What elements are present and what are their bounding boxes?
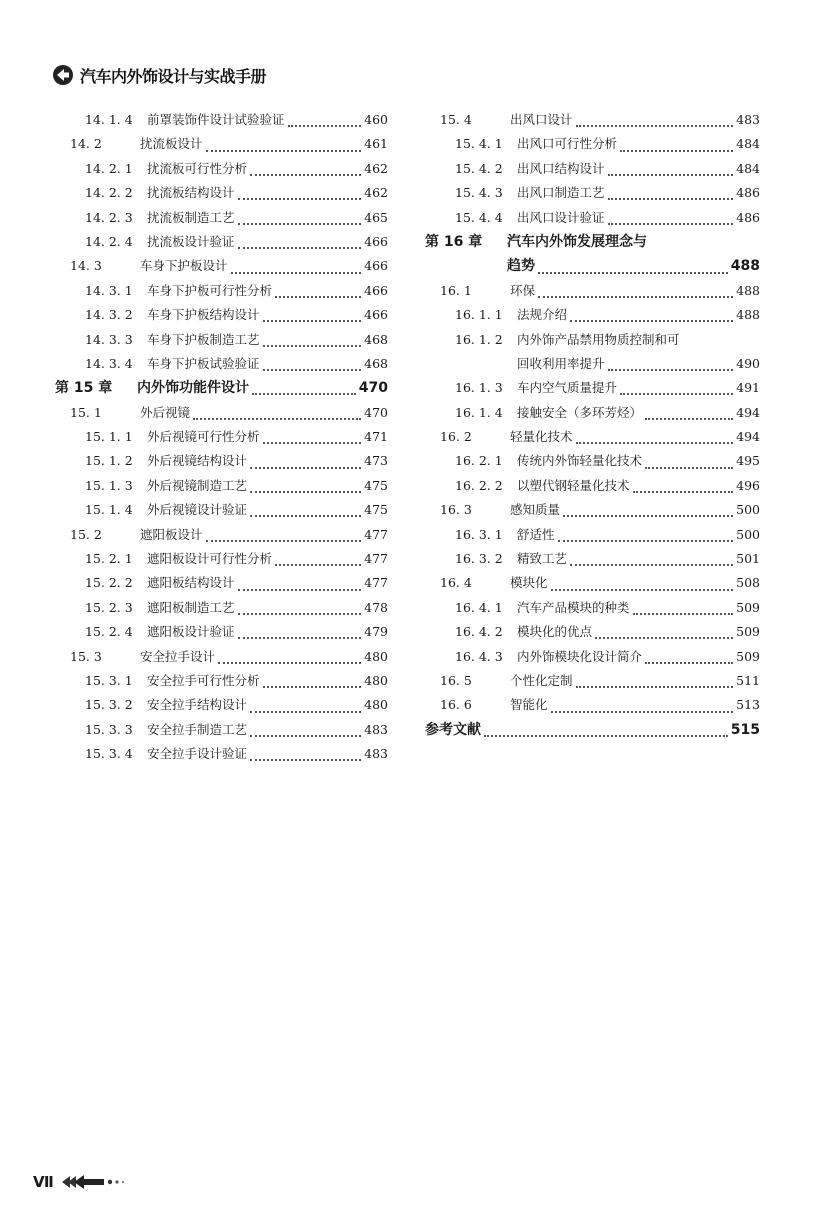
toc-entry <box>425 376 760 400</box>
toc-entry-number: 16. 3. 2 <box>455 551 503 567</box>
toc-entry-page: 465 <box>364 209 388 225</box>
dot-leader <box>608 166 734 176</box>
toc-entry-title: 汽车内外饰发展理念与 <box>507 233 647 250</box>
toc-entry-number: 14. 2. 2 <box>85 185 133 201</box>
toc-entry-continuation <box>425 352 760 376</box>
toc-entry-title: 扰流板设计验证 <box>147 233 235 249</box>
toc-entry-title: 车身下护板试验验证 <box>147 355 260 371</box>
toc-entry-number: 14. 2. 3 <box>85 209 133 225</box>
toc-entry-title: 内外饰模块化设计简介 <box>517 648 643 664</box>
toc-entry-number: 15. 3. 1 <box>85 672 133 688</box>
toc-entry-number: 16. 1 <box>440 282 472 298</box>
dot-leader <box>252 385 356 395</box>
toc-right-column <box>425 108 760 742</box>
toc-entry-title: 接触安全（多环芳烃） <box>517 404 643 420</box>
toc-entry <box>55 620 388 644</box>
toc-entry-page: 480 <box>364 697 388 713</box>
toc-entry-page: 470 <box>358 380 388 397</box>
dot-leader <box>563 507 733 517</box>
toc-entry <box>425 693 760 717</box>
toc-entry <box>425 303 760 327</box>
toc-entry-number: 15. 2. 3 <box>85 599 133 615</box>
toc-entry <box>425 328 760 352</box>
toc-entry-page: 466 <box>364 233 388 249</box>
dot-leader <box>551 703 734 713</box>
dot-leader <box>608 190 734 200</box>
toc-entry-title: 扰流板设计 <box>140 136 203 152</box>
dot-leader <box>250 459 361 469</box>
toc-entry <box>55 596 388 620</box>
toc-entry-title: 智能化 <box>510 697 548 713</box>
dot-leader <box>250 703 361 713</box>
toc-entry-title: 遮阳板结构设计 <box>147 575 235 591</box>
toc-entry-title: 出风口制造工艺 <box>517 185 605 201</box>
dot-leader <box>238 190 362 200</box>
toc-entry-page: 477 <box>364 551 388 567</box>
toc-entry-title: 精致工艺 <box>517 551 568 567</box>
dot-leader <box>484 727 728 737</box>
toc-entry <box>55 401 388 425</box>
toc-entry <box>425 474 760 498</box>
toc-entry <box>55 376 388 400</box>
toc-entry-number: 15. 1. 1 <box>85 429 133 445</box>
dot-leader <box>250 166 361 176</box>
dot-leader <box>250 483 361 493</box>
dot-leader <box>263 678 362 688</box>
toc-entry <box>425 718 760 742</box>
toc-entry-number: 16. 4 <box>440 575 472 591</box>
dot-leader <box>620 385 733 395</box>
toc-entry-number: 15. 3. 2 <box>85 697 133 713</box>
toc-entry-page: 491 <box>736 380 760 396</box>
toc-entry-title: 遮阳板设计 <box>140 526 203 542</box>
toc-entry-number: 14. 3. 1 <box>85 282 133 298</box>
toc-entry <box>55 230 388 254</box>
toc-entry <box>425 206 760 230</box>
dot-leader <box>645 410 733 420</box>
toc-entry <box>55 718 388 742</box>
dot-leader <box>238 605 362 615</box>
toc-entry-title: 感知质量 <box>510 502 561 518</box>
toc-entry-number: 14. 3 <box>70 258 102 274</box>
dot-leader <box>218 654 361 664</box>
toc-entry-page: 470 <box>364 404 388 420</box>
toc-left-column <box>55 108 388 767</box>
toc-entry-title: 外后视镜结构设计 <box>147 453 248 469</box>
toc-entry-page: 480 <box>364 648 388 664</box>
toc-entry-title: 出风口结构设计 <box>517 160 605 176</box>
dot-leader <box>206 142 362 152</box>
toc-entry <box>425 645 760 669</box>
toc-entry-page: 471 <box>364 429 388 445</box>
dot-leader <box>275 288 361 298</box>
toc-entry <box>425 157 760 181</box>
toc-entry-page: 495 <box>736 453 760 469</box>
toc-entry-title: 安全拉手制造工艺 <box>147 721 248 737</box>
toc-entry <box>55 108 388 132</box>
toc-entry-number: 15. 1 <box>70 404 102 420</box>
toc-entry-number: 16. 1. 2 <box>455 331 503 347</box>
toc-entry-title: 安全拉手结构设计 <box>147 697 248 713</box>
toc-entry-page: 501 <box>736 551 760 567</box>
toc-entry-title-cont: 回收利用率提升 <box>517 355 605 371</box>
toc-entry <box>55 498 388 522</box>
toc-entry <box>55 571 388 595</box>
toc-entry <box>55 669 388 693</box>
toc-entry <box>55 449 388 473</box>
toc-entry <box>55 328 388 352</box>
toc-entry <box>55 693 388 717</box>
dot-leader <box>250 751 361 761</box>
toc-entry-title: 内外饰功能件设计 <box>137 380 249 397</box>
toc-entry <box>425 596 760 620</box>
toc-entry-title: 扰流板结构设计 <box>147 185 235 201</box>
dot-leader <box>193 410 361 420</box>
toc-entry-page: 468 <box>364 355 388 371</box>
toc-entry-page: 483 <box>736 111 760 127</box>
toc-entry-number: 15. 2 <box>70 526 102 542</box>
toc-entry <box>55 254 388 278</box>
toc-entry-page: 494 <box>736 429 760 445</box>
toc-entry-title: 出风口设计验证 <box>517 209 605 225</box>
toc-entry-page: 462 <box>364 160 388 176</box>
toc-entry <box>55 352 388 376</box>
toc-entry-title: 模块化的优点 <box>517 624 593 640</box>
dot-leader <box>263 361 362 371</box>
page-number: Ⅶ <box>33 1173 54 1191</box>
toc-entry-number: 14. 2. 4 <box>85 233 133 249</box>
toc-entry-number: 14. 3. 2 <box>85 307 133 323</box>
toc-entry-number: 15. 2. 1 <box>85 551 133 567</box>
toc-entry <box>425 279 760 303</box>
toc-entry-number: 15. 1. 4 <box>85 502 133 518</box>
dot-leader <box>576 434 734 444</box>
toc-entry-page: 511 <box>736 672 760 688</box>
toc-entry-number: 第 16 章 <box>425 233 483 250</box>
arrow-circle-icon <box>52 64 74 86</box>
toc-entry-title: 车身下护板制造工艺 <box>147 331 260 347</box>
toc-entry-number: 15. 2. 2 <box>85 575 133 591</box>
toc-entry-page: 509 <box>736 648 760 664</box>
dot-leader <box>595 629 733 639</box>
toc-entry <box>425 181 760 205</box>
dot-leader <box>231 264 362 274</box>
toc-entry-number: 14. 3. 4 <box>85 355 133 371</box>
toc-entry-title: 安全拉手可行性分析 <box>147 672 260 688</box>
toc-entry-page: 478 <box>364 599 388 615</box>
toc-entry-number: 16. 1. 1 <box>455 307 503 323</box>
toc-entry-title: 以塑代钢轻量化技术 <box>517 477 630 493</box>
running-header <box>52 62 266 88</box>
toc-entry-number: 15. 4. 2 <box>455 160 503 176</box>
page-footer <box>33 1170 130 1194</box>
toc-entry <box>55 645 388 669</box>
toc-entry-title: 传统内外饰轻量化技术 <box>517 453 643 469</box>
toc-entry <box>55 425 388 449</box>
toc-entry <box>425 401 760 425</box>
toc-entry-page: 484 <box>736 136 760 152</box>
toc-entry-page: 475 <box>364 477 388 493</box>
toc-entry-page: 480 <box>364 672 388 688</box>
toc-entry-number: 16. 4. 3 <box>455 648 503 664</box>
toc-entry <box>425 669 760 693</box>
dot-leader <box>250 727 361 737</box>
toc-entry-title: 车身下护板结构设计 <box>147 307 260 323</box>
toc-entry-number: 15. 1. 3 <box>85 477 133 493</box>
dot-leader <box>576 678 734 688</box>
dot-leader <box>570 556 733 566</box>
toc-entry-number: 16. 2. 1 <box>455 453 503 469</box>
toc-entry-number: 14. 2 <box>70 136 102 152</box>
toc-entry-title: 舒适性 <box>517 526 555 542</box>
toc-entry-number: 15. 4. 4 <box>455 209 503 225</box>
toc-entry <box>425 571 760 595</box>
toc-entry-title: 安全拉手设计 <box>140 648 216 664</box>
toc-entry <box>55 303 388 327</box>
toc-entry-number: 15. 4 <box>440 111 472 127</box>
dot-leader <box>263 337 362 347</box>
toc-entry-page: 477 <box>364 526 388 542</box>
toc-entry-title: 出风口设计 <box>510 111 573 127</box>
toc-entry-title: 车身下护板设计 <box>140 258 228 274</box>
toc-entry <box>55 206 388 230</box>
dot-leader <box>620 142 733 152</box>
toc-entry-title: 车内空气质量提升 <box>517 380 618 396</box>
toc-entry-page: 486 <box>736 209 760 225</box>
toc-entry-number: 15. 4. 3 <box>455 185 503 201</box>
toc-entry-page: 500 <box>736 502 760 518</box>
toc-entry-number: 15. 3. 3 <box>85 721 133 737</box>
toc-entry <box>425 620 760 644</box>
dot-leader <box>608 361 734 371</box>
toc-entry-page: 508 <box>736 575 760 591</box>
toc-entry-number: 16. 2. 2 <box>455 477 503 493</box>
dot-leader <box>238 629 362 639</box>
toc-entry-title: 前罩装饰件设计试验验证 <box>147 111 285 127</box>
toc-entry-number: 14. 1. 4 <box>85 111 133 127</box>
toc-entry-title: 内外饰产品禁用物质控制和可 <box>517 331 680 347</box>
dot-leader <box>263 434 362 444</box>
dot-leader <box>275 556 361 566</box>
toc-entry-number: 15. 1. 2 <box>85 453 133 469</box>
toc-entry-title: 外后视镜可行性分析 <box>147 429 260 445</box>
toc-entry-number: 14. 3. 3 <box>85 331 133 347</box>
toc-entry-title: 安全拉手设计验证 <box>147 746 248 762</box>
toc-entry-page: 513 <box>736 697 760 713</box>
dot-leader <box>538 288 733 298</box>
toc-entry-number: 15. 3. 4 <box>85 746 133 762</box>
toc-entry-number: 15. 4. 1 <box>455 136 503 152</box>
dot-leader <box>238 581 362 591</box>
toc-entry-number: 16. 1. 4 <box>455 404 503 420</box>
toc-entry-title: 汽车产品模块的种类 <box>517 599 630 615</box>
toc-entry-title: 遮阳板设计可行性分析 <box>147 551 273 567</box>
dot-leader <box>288 117 362 127</box>
toc-entry-number: 14. 2. 1 <box>85 160 133 176</box>
toc-entry-number: 16. 4. 1 <box>455 599 503 615</box>
toc-entry-page: 462 <box>364 185 388 201</box>
toc-entry-page: 509 <box>736 624 760 640</box>
dot-leader <box>633 605 734 615</box>
toc-entry-title: 车身下护板可行性分析 <box>147 282 273 298</box>
dot-leader <box>538 264 728 274</box>
toc-entry-title: 轻量化技术 <box>510 429 573 445</box>
dot-leader <box>608 215 734 225</box>
toc-entry <box>425 108 760 132</box>
toc-entry-page: 488 <box>736 307 760 323</box>
toc-entry-title: 遮阳板设计验证 <box>147 624 235 640</box>
toc-entry <box>55 474 388 498</box>
dot-leader <box>238 239 362 249</box>
toc-entry-title: 模块化 <box>510 575 548 591</box>
toc-entry-page: 494 <box>736 404 760 420</box>
toc-entry-title: 扰流板制造工艺 <box>147 209 235 225</box>
toc-entry-page: 490 <box>736 355 760 371</box>
toc-entry-title: 环保 <box>510 282 536 298</box>
toc-entry-number: 16. 1. 3 <box>455 380 503 396</box>
toc-entry-number: 15. 3 <box>70 648 102 664</box>
toc-entry <box>425 547 760 571</box>
toc-entry <box>425 523 760 547</box>
toc-entry-page: 509 <box>736 599 760 615</box>
dot-leader <box>576 117 734 127</box>
toc-entry-title: 外后视镜设计验证 <box>147 502 248 518</box>
toc-entry-page: 479 <box>364 624 388 640</box>
toc-entry-title: 出风口可行性分析 <box>517 136 618 152</box>
dot-leader <box>250 507 361 517</box>
toc-entry-title: 法规介绍 <box>517 307 568 323</box>
toc-entry <box>55 157 388 181</box>
toc-entry-page: 488 <box>730 258 760 275</box>
toc-entry <box>55 279 388 303</box>
toc-entry <box>425 132 760 156</box>
dot-leader <box>206 532 362 542</box>
toc-entry-page: 461 <box>364 136 388 152</box>
toc-entry-number: 16. 6 <box>440 697 472 713</box>
toc-entry-number: 16. 3. 1 <box>455 526 503 542</box>
toc-entry-page: 483 <box>364 746 388 762</box>
toc-entry <box>425 498 760 522</box>
toc-entry-title: 遮阳板制造工艺 <box>147 599 235 615</box>
toc-entry-title: 个性化定制 <box>510 672 573 688</box>
toc-entry <box>55 181 388 205</box>
toc-entry-title: 外后视镜 <box>140 404 191 420</box>
book-title: 汽车内外饰设计与实战手册 <box>80 66 267 86</box>
toc-entry-page: 466 <box>364 258 388 274</box>
toc-entry-number: 第 15 章 <box>55 380 113 397</box>
toc-entry <box>55 523 388 547</box>
toc-entry-page: 466 <box>364 282 388 298</box>
dot-leader <box>238 215 362 225</box>
toc-entry-page: 484 <box>736 160 760 176</box>
dot-leader <box>558 532 734 542</box>
toc-entry-page: 468 <box>364 331 388 347</box>
toc-entry-number: 16. 2 <box>440 429 472 445</box>
toc-entry-number: 16. 3 <box>440 502 472 518</box>
toc-entry-title-cont: 趋势 <box>507 258 535 275</box>
toc-entry-page: 483 <box>364 721 388 737</box>
toc-entry <box>425 230 760 254</box>
toc-entry <box>55 742 388 766</box>
dot-leader <box>645 654 733 664</box>
toc-entry-page: 500 <box>736 526 760 542</box>
toc-entry-page: 475 <box>364 502 388 518</box>
back-arrow-ornament-icon <box>60 1173 130 1191</box>
dot-leader <box>551 581 734 591</box>
toc-entry-continuation <box>425 254 760 278</box>
toc-entry-title: 外后视镜制造工艺 <box>147 477 248 493</box>
toc-entry-title: 参考文献 <box>425 721 481 738</box>
toc-entry <box>425 425 760 449</box>
toc-entry-number: 15. 2. 4 <box>85 624 133 640</box>
toc-entry-page: 488 <box>736 282 760 298</box>
dot-leader <box>645 459 733 469</box>
toc-entry-page: 515 <box>730 721 760 738</box>
toc-entry-number: 16. 5 <box>440 672 472 688</box>
toc-entry-page: 477 <box>364 575 388 591</box>
toc-entry-number: 16. 4. 2 <box>455 624 503 640</box>
toc-entry-page: 486 <box>736 185 760 201</box>
dot-leader <box>263 312 362 322</box>
toc-entry <box>425 449 760 473</box>
toc-entry-page: 466 <box>364 307 388 323</box>
dot-leader <box>633 483 734 493</box>
toc-entry-page: 496 <box>736 477 760 493</box>
toc-entry-page: 473 <box>364 453 388 469</box>
toc-entry-title: 扰流板可行性分析 <box>147 160 248 176</box>
toc-entry-page: 460 <box>364 111 388 127</box>
toc-entry <box>55 547 388 571</box>
toc-entry <box>55 132 388 156</box>
dot-leader <box>570 312 733 322</box>
